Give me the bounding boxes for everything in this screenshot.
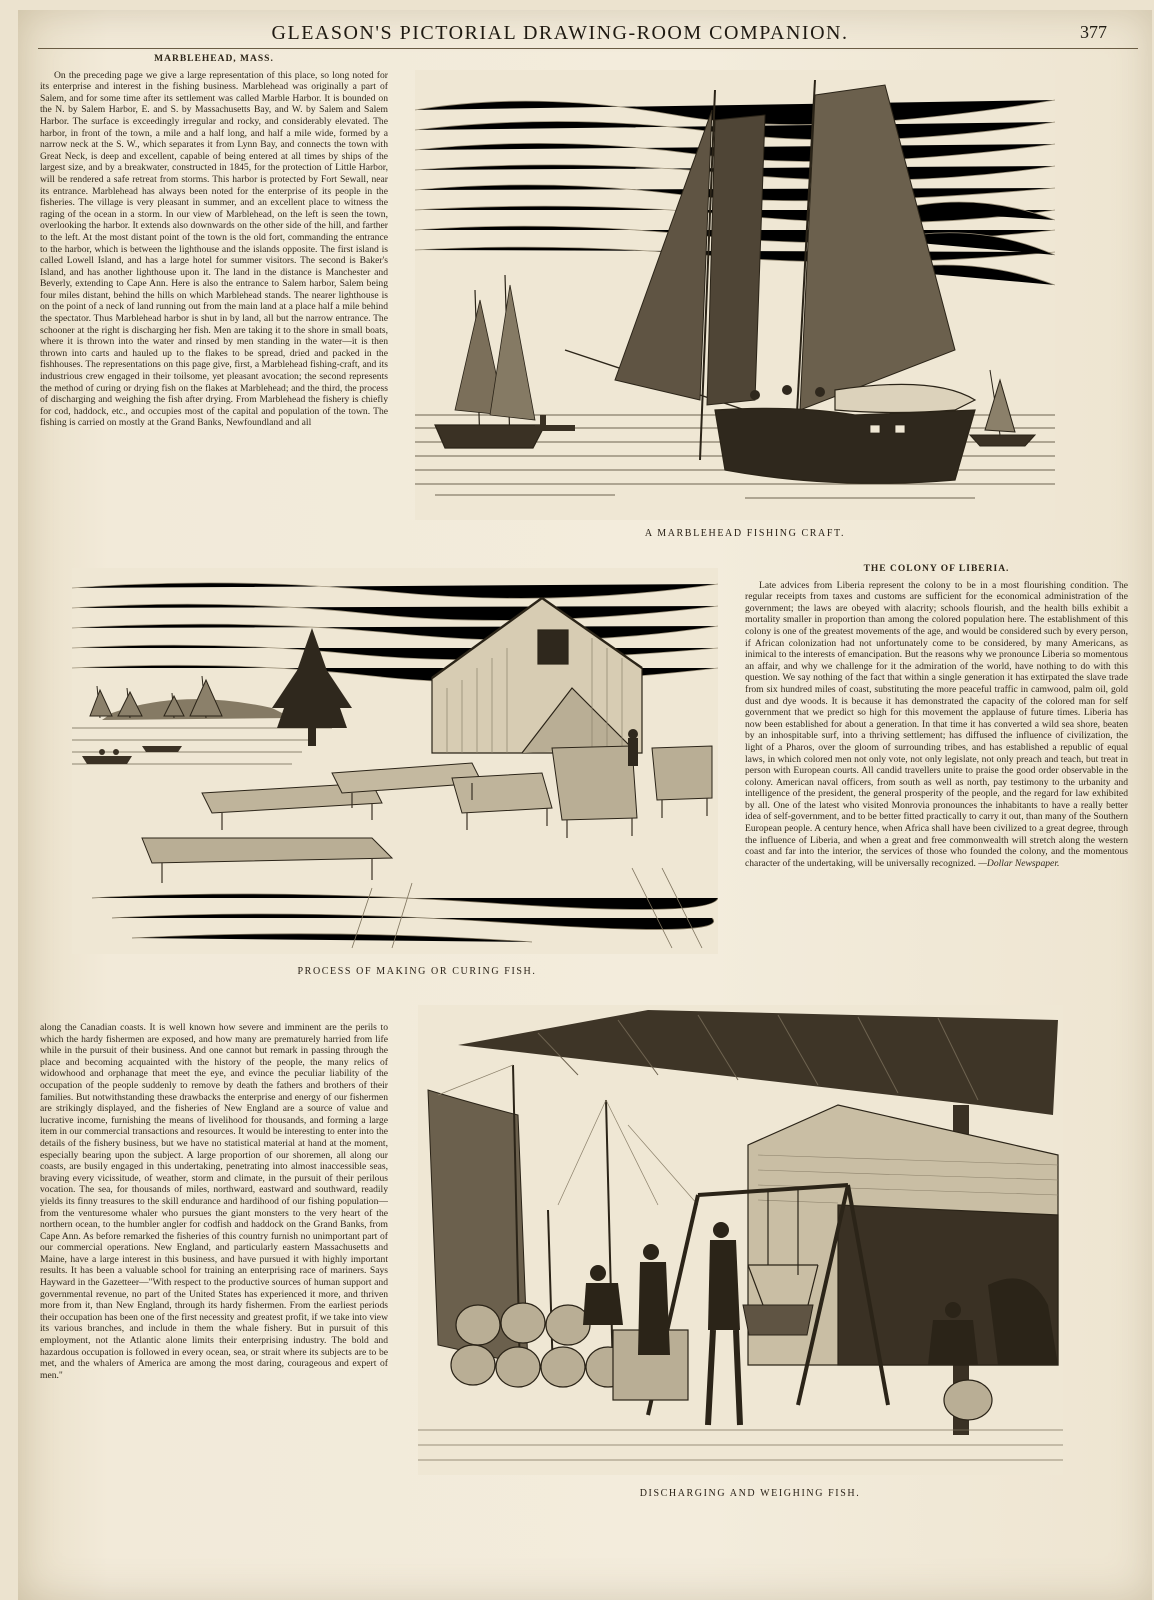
fishing-craft-illustration bbox=[415, 70, 1055, 520]
liberia-heading: THE COLONY OF LIBERIA. bbox=[863, 564, 1010, 574]
curing-fish-illustration bbox=[72, 568, 718, 954]
masthead-title: GLEASON'S PICTORIAL DRAWING-ROOM COMPANION. bbox=[271, 22, 849, 44]
curing-fish-caption: PROCESS OF MAKING OR CURING FISH. bbox=[297, 966, 537, 977]
marblehead-heading: MARBLEHEAD, MASS. bbox=[154, 54, 274, 64]
masthead-rule bbox=[38, 48, 1138, 49]
marblehead-continuation bbox=[40, 1022, 388, 1522]
marblehead-text: On the preceding page we give a large representation of this place, so long noted for its enterprise and interest in the fishing business. Marblehead was originally a part of Salem, and for some time after its settlement was called Marble Harbor. It is bounded on the N. by Salem Harbor, E. and S. by Massachusetts Bay, and W. by Salem and Salem Harbor. The surface is exceedingly irregular and rocky, and considerably elevated. The harbor, in front of the town, a mile and a half long, and half a mile wide, formed by a narrow neck at the S. W., which separates it from Lynn Bay, and connects the town with Great Neck, is deep and excellent, capable of being entered at all times by ships of the largest size, and by a breakwater, constructed in 1845, for the protection of Little Harbor, will be rendered a safe retreat from storms. This harbor is protected by Fort Sewall, near its entrance. Marblehead has always been noted for the enterprise of its people in the fisheries. The village is very pleasant in summer, and an excellent place to witness the raging of the ocean in a storm. In our view of Marblehead, on the left is seen the town, overlooking the harbor. It extends also downwards on the other side of the hill, and farther to the left. At the most distant point of the town is the old fort, commanding the entrance to the harbor, which is between the lighthouse and the islands opposite. The first island is called Lowell Island, and has a large hotel for summer visitors. The second is Baker's Island, and has another lighthouse upon it. The land in the distance is Manchester and Beverly, extending to Cape Ann. Here is also the entrance to Salem harbor, Salem being four miles distant, behind the hills on which Marblehead stands. The nearer lighthouse is on the point of a neck of land running out from the main land at a place half a mile behind the spectator. Thus Marblehead harbor is shut in by land, all but the narrow entrance. The schooner at the right is discharging her fish. Men are taking it to the shore in small boats, where it is thrown into the water and rinsed by men standing in the water—it is then thrown into carts and hauled up to the flakes to be spread, dried and packed in the fishhouses. The representations on this page give, first, a Marblehead fishing-craft, and its industrious crew engaged in their toilsome, yet pleasant avocation; the second represents the method of curing or drying fish on the flakes at Marblehead; and the third, the process of discharging and weighing the fish after drying. From Marblehead the fishery is chiefly for cod, haddock, etc., and occupies most of the capital and population of the town. The fishing is carried on mostly at the Grand Banks, Newfoundland and all bbox=[40, 69, 388, 429]
marblehead-article bbox=[40, 54, 388, 550]
liberia-article bbox=[745, 564, 1128, 1012]
page-number: 377 bbox=[1080, 22, 1107, 42]
weighing-fish-caption: DISCHARGING AND WEIGHING FISH. bbox=[639, 1488, 861, 1499]
fishing-craft-caption: A MARBLEHEAD FISHING CRAFT. bbox=[644, 528, 846, 539]
weighing-fish-illustration bbox=[418, 1005, 1063, 1475]
liberia-source: —Dollar Newspaper. bbox=[978, 857, 1060, 869]
liberia-text: Late advices from Liberia represent the colony to be in a most flourishing condition. The regular receipts from taxes and customs are sufficient for the economical administration of the government; the laws are obeyed with alacrity; schools flourish, and the health bills exhibit a mortality smaller in proportion than among the colored population here. The establishment of this colony is one of the greatest movements of the age, and would be considered such by every person, if African colonization had not unfortunately come to be considered, by many Americans, as inimical to the interests of emancipation. But the reasons why we pronounce Liberia so momentous an affair, and why we challenge for it the admiration of the world, have nothing to do with this question. We say nothing of the fact that within a single generation it has extirpated the slave trade from six hundred miles of coast, substituting the more peaceful traffic in camwood, palm oil, gold dust and dye woods. It is because it has demonstrated the capacity of the colored man for self government that we predict so high for this movement the applause of future times. Liberia has now been established for about a generation. In that time it has converted a wild sea shore, beaten by an inhospitable surf, into a thriving settlement; has diffused the influence of civilization, the light of a Pharos, over the gloom of surrounding tribes, and has established a republic of equal laws, in which colored men not only vote, not only legislate, not only preach and teach, but treat in person with European courts. All candid travellers unite to praise the good order observable in the colony. American naval officers, from south as well as north, pay testimony to the urbanity and intelligence of the president, the general prosperity of the people, and the regard for law exhibited by all. One of the latest who visited Monrovia pronounces the inhabitants to have a really better idea of self-government, and to be better fitted practically to carry it out, than many of the Southern European people. A century hence, when Africa shall have been civilized to a great degree, through the influence of Liberia, and when a great and free commonwealth will stretch along the western coast and far into the interior, the services of those who founded the colony, and the momentous character of the undertaking, will be universally recognized. bbox=[745, 579, 1128, 869]
marblehead-continued-text: along the Canadian coasts. It is well known how severe and imminent are the perils to which the hardy fishermen are exposed, and how many are prematurely harried from life while in the pursuit of their business. And one cannot but remark in passing through the place and becoming acquainted with the history of the people, the many relics of widowhood and orphanage that meet the eye, and evince the peculiar liability of the occupation of the people suddenly to remove by death the fathers and brothers of their families. But notwithstanding these drawbacks the enterprise and energy of our fishermen are strikingly displayed, and the fisheries of New England are a source of value and lucrative income, furnishing the means of livelihood for thousands, and forming a large item in our commercial transactions and resources. It would be interesting to enter into the details of the fishery business, but we have no statistical material at hand at the moment, especially bearing upon the subject. A large proportion of our shoremen, all along our coasts, are busily engaged in this undertaking, penetrating into almost inaccessible seas, braving every vicissitude, of weather, storm and climate, in the pursuit of their perilous vocation. The sea, for thousands of miles, northward, eastward and southward, readily yields its finny treasures to the skill endurance and hardihood of our fishing population—from the venturesome whaler who pursues the giant monsters to the very heart of the northern ocean, to the humbler angler for codfish and haddock on the Grand Banks, from Cape Ann. As before remarked the fisheries of this country furnish no unimportant part of our commercial operations. New England, and particularly eastern Massachusetts and Maine, have a large interest in this business, and have pursued it with highly important results. It has been a valuable school for training an enterprising race of mariners. Says Hayward in the Gazetteer—"With respect to the productive sources of human support and governmental revenue, no part of the United States has experienced it more, and thriven more from it, than New England, through its hardy fishermen. From the earliest periods their occupation has been one of the first necessity and greatest profit, if we take into view its various branches, and include in them the whale fishery. But in pursuit of this employment, not the Atlantic alone limits their enterprising industry. The bold and hazardous occupation is followed in every ocean, sea, or strait where its subjects are to be met, and the whalers of America are among the most daring, courageous and expert of men." bbox=[40, 1022, 388, 1381]
